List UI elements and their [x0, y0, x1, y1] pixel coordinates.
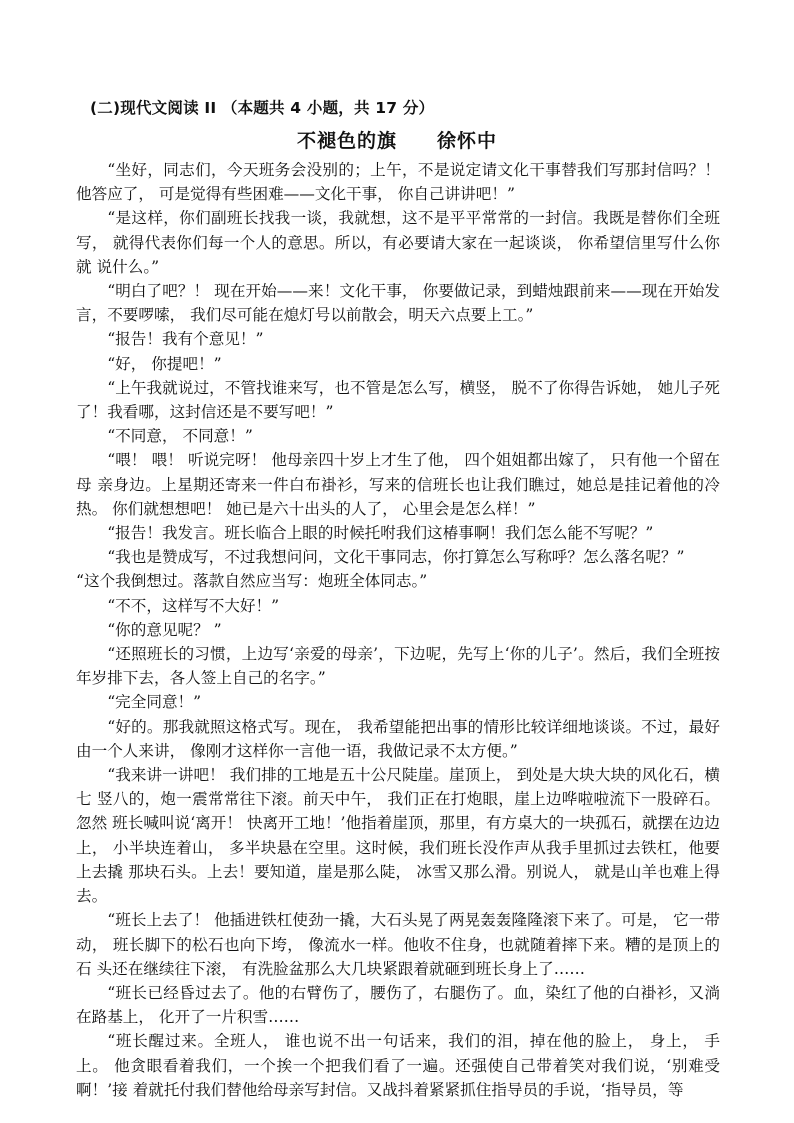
paragraph: “好， 你提吧！” — [107, 354, 222, 373]
article-body — [76, 158, 720, 1102]
paragraph: “这个我倒想过。落款自然应当写：炮班全体同志。” — [76, 572, 428, 591]
paragraph: “不同意， 不同意！” — [107, 427, 253, 446]
paragraph: “喂！ 喂！ 听说完呀！ 他母亲四十岁上才生了他， 四个姐姐都出嫁了， 只有他一个留在母 亲身边。上星期还寄来一件白布褂衫，写来的信班长也让我们瞧过，她总是挂记着他的冷热。 你们就想想吧！ 她已是六十出头的人了， 心里会是怎么样！” — [76, 451, 720, 518]
paragraph: “我也是赞成写，不过我想问问，文化干事同志，你打算怎么写称呼？怎么落名呢？” — [107, 548, 685, 567]
section-heading: (二)现代文阅读 II （本题共 4 小题，共 17 分） — [90, 99, 435, 117]
paragraph: “你的意见呢？ ” — [107, 620, 222, 639]
paragraph: “报告！我发言。班长临合上眼的时候托咐我们这椿事啊！我们怎么能不写呢？” — [107, 524, 654, 543]
paragraph: “明白了吧？！ 现在开始——来！文化干事， 你要做记录，到蜡烛跟前来——现在开始发 言，不要啰嗦， 我们尽可能在熄灯号以前散会，明天六点要上工。” — [76, 282, 720, 325]
paragraph: “完全同意！” — [107, 693, 202, 712]
paragraph: “好的。那我就照这格式写。现在， 我希望能把出事的情形比较详细地谈谈。不过，最好 由一个人来讲， 像刚才这样你一言他一语，我做记录不太方便。” — [76, 717, 720, 760]
article-title-line — [0, 126, 794, 153]
paragraph: “坐好，同志们，今天班务会没别的；上午，不是说定请文化干事替我们写那封信吗？！ 他答应了， 可是觉得有些困难——文化干事， 你自己讲讲吧！” — [76, 161, 720, 204]
article-title: 不褪色的旗 — [296, 130, 397, 152]
paragraph: “报告！我有个意见！” — [107, 330, 264, 349]
paragraph: “班长已经昏过去了。他的右臂伤了，腰伤了，右腿伤了。血，染红了他的白褂衫，又淌 在路基上， 化开了一片积雪…… — [76, 983, 720, 1027]
paragraph: “还照班长的习惯，上边写‘亲爱的母亲’，下边呢，先写上‘你的儿子’。然后，我们全班按年岁排下去，各人签上自己的名字。” — [76, 645, 720, 688]
paragraph: “是这样，你们副班长找我一谈，我就想，这不是平平常常的一封信。我既是替你们全班 写， 就得代表你们每一个人的意思。所以，有必要请大家在一起谈谈， 你希望信里写什么你就 说什么。” — [76, 209, 720, 276]
paragraph: “上午我就说过，不管找谁来写，也不管是怎么写，横竖， 脱不了你得告诉她， 她儿子死 了！我看哪，这封信还是不要写吧！” — [76, 378, 720, 422]
paragraph: “我来讲一讲吧！ 我们排的工地是五十公尺陡崖。崖顶上， 到处是大块大块的风化石，横七 竖八的，炮一震常常往下滚。前天中午， 我们正在打炮眼，崖上边哗啦啦流下一股碎石。忽然 班长喊叫说‘离开！ 快离开工地！’他指着崖顶，那里，有方桌大的一块孤石，就摆在边边上， 小半块连着山， 多半块悬在空里。这时候，我们班长没作声从我手里抓过去铁杠，他要上去撬 那块石头。上去！要知道，崖是那么陡， 冰雪又那么滑。别说人， 就是山羊也难上得去。 — [76, 766, 720, 906]
paragraph: “班长上去了！ 他插进铁杠使劲一撬，大石头晃了两晃轰轰隆隆滚下来了。可是， 它一带 动， 班长脚下的松石也向下垮， 像流水一样。他收不住身，也就随着摔下来。糟的是顶上的石 头还在继续往下滚， 有洗脸盆那么大几块紧跟着就砸到班长身上了…… — [76, 911, 720, 978]
paragraph: “不不，这样写不大好！” — [107, 596, 280, 615]
article-author: 徐怀中 — [437, 130, 498, 152]
paragraph: “班长醒过来。全班人， 谁也说不出一句话来，我们的泪，掉在他的脸上， 身上， 手上。 他贪眼看着我们，一个挨一个把我们看了一遍。还强使自己带着笑对我们说，‘别难受啊！’接 着就托付我们替他给母亲写封信。又战抖着紧紧抓住指导员的手说，‘指导员，等 — [76, 1032, 720, 1099]
